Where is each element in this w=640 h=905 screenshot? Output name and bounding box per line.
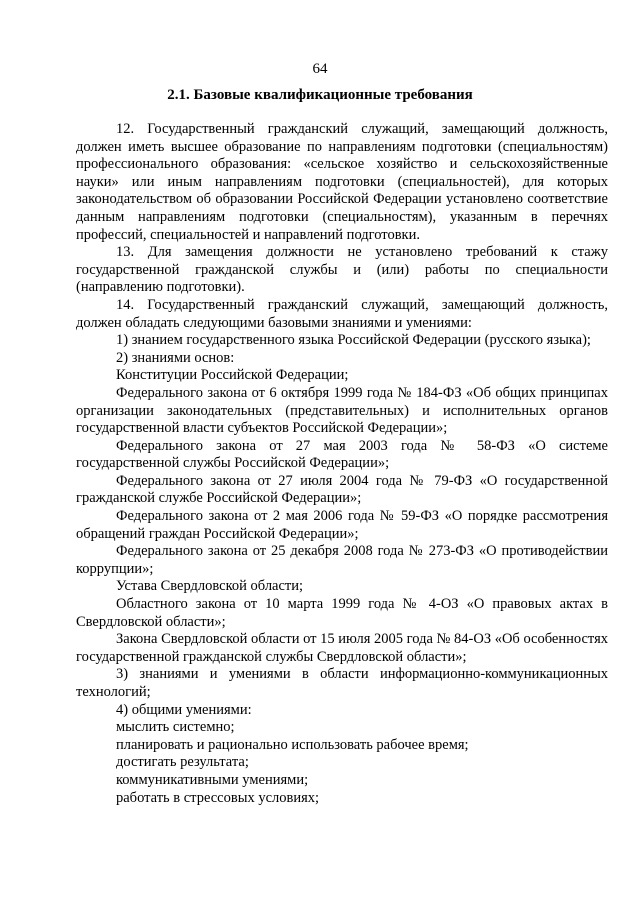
list-item: 3) знаниями и умениями в области информационно-коммуникационных технологий; xyxy=(76,666,608,700)
list-item: Устава Свердловской области; xyxy=(116,578,304,595)
list-item: коммуникативными умениями; xyxy=(116,771,309,788)
paragraph-13-experience: 13. Для замещения должности не установлено требований к стажу государственной гражданской службы и (или) работы по специальности (направлению подготовки). xyxy=(76,244,608,296)
list-item: Закона Свердловской области от 15 июля 2005 года № 84-ОЗ «Об особенностях государственной гражданской службы Свердловской области»; xyxy=(76,631,608,665)
list-item: Федерального закона от 25 декабря 2008 года № 273-ФЗ «О противодействии коррупции»; xyxy=(76,543,608,577)
section-title: 2.1. Базовые квалификационные требования xyxy=(167,87,473,103)
list-item: Федерального закона от 2 мая 2006 года № 59-ФЗ «О порядке рассмотрения обращений граждан Российской Федерации»; xyxy=(76,508,608,542)
list-item: планировать и рационально использовать рабочее время; xyxy=(116,736,469,753)
list-item: достигать результата; xyxy=(116,754,249,771)
list-item: 4) общими умениями: xyxy=(116,701,252,718)
list-item: Областного закона от 10 марта 1999 года № 4-ОЗ «О правовых актах в Свердловской области»; xyxy=(76,596,608,630)
list-item: 2) знаниями основ: xyxy=(116,349,235,366)
list-item: работать в стрессовых условиях; xyxy=(116,789,320,806)
list-item: Федерального закона от 6 октября 1999 года № 184-ФЗ «Об общих принципах организации законодательных (представительных) и исполнительных органов государственной власти субъектов Российской Федерации»; xyxy=(76,384,608,437)
list-item: мыслить системно; xyxy=(116,719,235,736)
list-item: Конституции Российской Федерации; xyxy=(116,367,349,384)
list-item: Федерального закона от 27 мая 2003 года № 58-ФЗ «О системе государственной службы Российской Федерации»; xyxy=(76,437,608,472)
list-item: Федерального закона от 27 июля 2004 года № 79-ФЗ «О государственной гражданской службе Российской Федерации»; xyxy=(76,472,608,507)
list-item: 1) знанием государственного языка Российской Федерации (русского языка); xyxy=(116,332,591,349)
document-body xyxy=(76,121,608,807)
paragraph-14-knowledge: 14. Государственный гражданский служащий, замещающий должность, должен обладать следующими базовыми знаниями и умениями: xyxy=(76,296,608,331)
paragraph-12-education: 12. Государственный гражданский служащий, замещающий должность, должен иметь высшее образование по направлениям подготовки (специальностям) профессионального образования: «сельское хозяйство и сельскохозяйственные науки» или иным направлениям подготовки (специальностей), для которых законодательством об образовании Российской Федерации установлено соответствие данным направлениям подготовки (специальностям), указанным в перечнях профессий, специальностей и направлений подготовки. xyxy=(76,121,608,243)
page-number: 64 xyxy=(312,61,328,77)
